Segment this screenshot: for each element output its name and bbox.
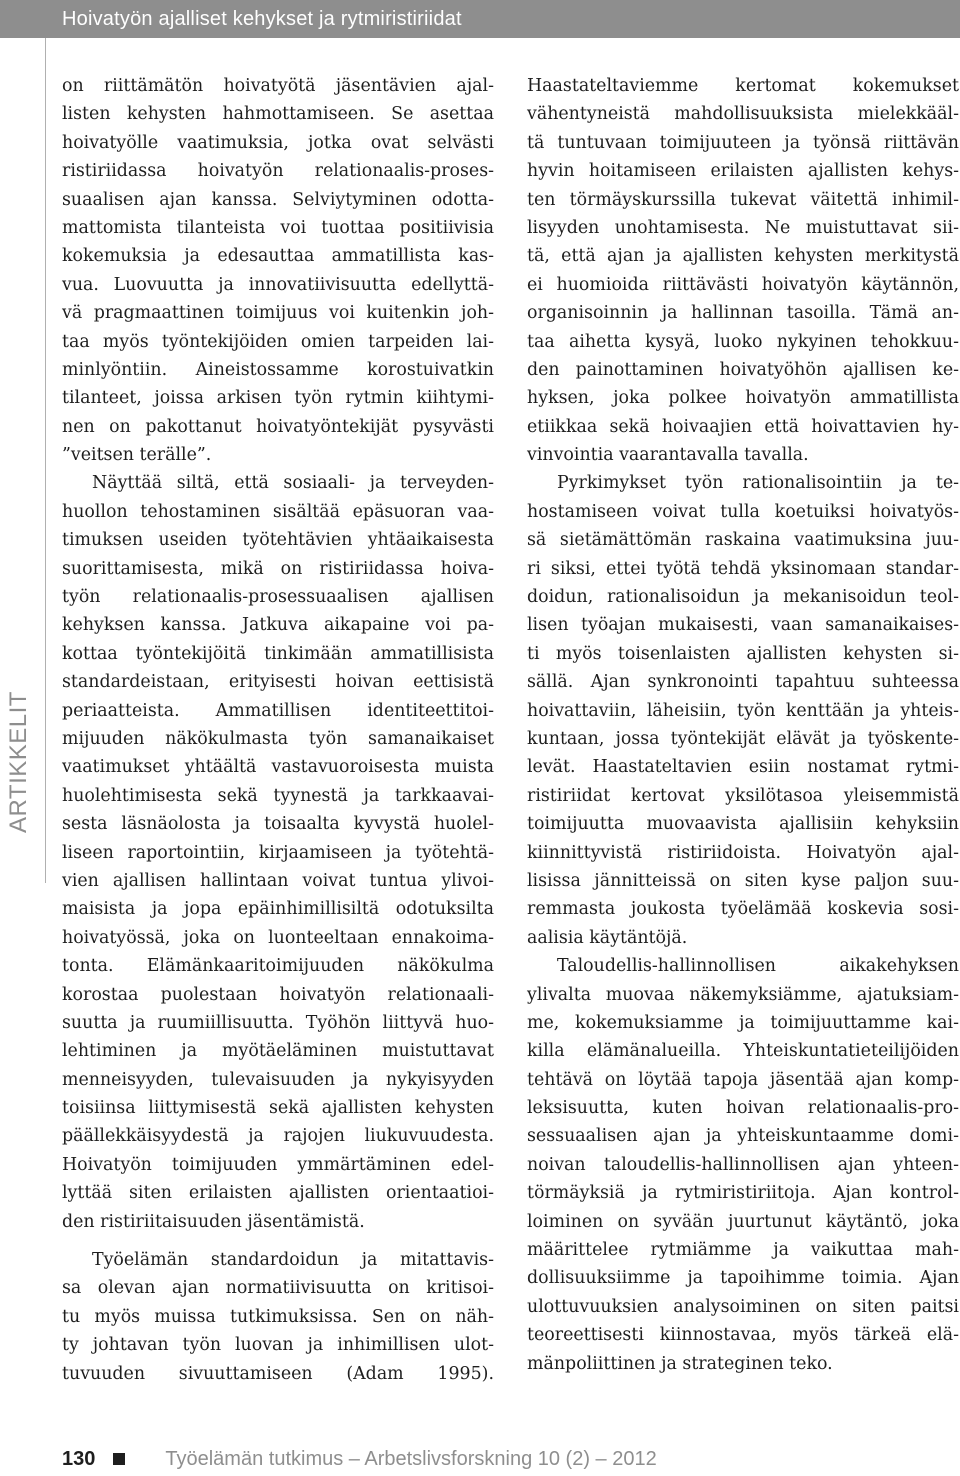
text-line: kiinnittyvistä ristiriidoista. Hoivatyön ajal- <box>527 842 959 863</box>
text-line: kottaa työntekijöitä tinkimään ammatillisista <box>62 643 494 664</box>
text-line: hyksen, joka polkee hoivatyön ammatillista <box>527 388 959 409</box>
text-line: sä sietämättömän raskaina vaatimuksina juu- <box>527 530 959 551</box>
text-line: päällekkäisyydestä ja rajojen liukuvuudesta. <box>62 1126 494 1147</box>
section-label <box>2 642 36 882</box>
text-line: standardeistaan, erityisesti hoivan eettisistä <box>62 672 494 693</box>
text-line: ten törmäyskurssilla tukevat väitettä inhimil- <box>527 189 959 210</box>
text-line: törmäyksiä ja rytmiristiriitoja. Ajan kontrol- <box>527 1183 959 1204</box>
text-line: Taloudellis-hallinnollisen aikakehyksen <box>557 956 959 977</box>
text-line: menneisyyden, tulevaisuuden ja nykyisyyden <box>62 1069 494 1090</box>
text-line: sällä. Ajan synkronointi tapahtuu suhteessa <box>527 672 959 693</box>
side-rule <box>45 38 46 883</box>
text-line: den ristiriitaisuuden jäsentämistä. <box>62 1211 365 1232</box>
text-line: mattomista tilanteista voi tuottaa positiivisia <box>62 217 494 238</box>
text-line: määrittelee rytmiämme ja vaikuttaa mah- <box>527 1240 959 1261</box>
text-line: toimijuutta muovaavista ajallisiin kehyksiin <box>527 814 959 835</box>
text-line: me, kokemuksiamme ja toimijuuttamme kai- <box>527 1012 959 1033</box>
text-line: ristiriidassa hoivatyön relationaalis-proses- <box>62 161 494 182</box>
text-line: minlyöntiin. Aineistossamme korostuivatkin <box>62 359 494 380</box>
text-line: vien ajallisen hallintaan voivat tuntua ylivoi- <box>62 870 494 891</box>
header-bar <box>0 0 960 38</box>
text-line: suutta ja ruumiillisuutta. Työhön liittyvä huo- <box>62 1012 494 1033</box>
text-line: tilanteet, joissa arkisen työn rytmin kiihtymi- <box>62 388 494 409</box>
text-line: etiikkaa sekä hoivaajien että hoivattavien hy- <box>527 416 959 437</box>
text-line: dollisuuksiimme ja tapoihimme toimia. Ajan <box>527 1268 959 1289</box>
text-line: taa aihetta kysyä, luoko nykyinen tehokkuu- <box>527 331 959 352</box>
text-line: loiminen on syvään juurtunut käytäntö, joka <box>527 1211 959 1232</box>
text-line: lisissa jännitteissä on siten kyse paljon suu- <box>527 870 959 891</box>
page-number: 130 <box>62 1448 96 1470</box>
running-title: Hoivatyön ajalliset kehykset ja rytmiristiriidat <box>62 8 462 30</box>
text-line: hostamiseen voivat tulla koetuiksi hoivatyös- <box>527 501 959 522</box>
right-column <box>527 72 959 1378</box>
text-line: lyttää siten erilaisten ajallisten orientaatioi- <box>62 1183 494 1204</box>
section-label-text: ARTIKKELIT <box>5 691 32 833</box>
text-line: listen kehysten hahmottamiseen. Se asettaa <box>62 104 494 125</box>
text-line: levät. Haastateltavien esiin nostamat rytmi- <box>527 757 959 778</box>
text-line: vinvointia vaarantavalla tavalla. <box>527 445 809 466</box>
text-line: teoreettisesti kiinnostavaa, myös tärkeä elä- <box>527 1325 959 1346</box>
text-line: tonta. Elämänkaaritoimijuuden näkökulma <box>62 956 494 977</box>
text-line: hyvin hoitamiseen erilaisten ajallisten kehys- <box>527 161 959 182</box>
text-line: mijuuden näkökulmasta työn samanaikaiset <box>62 728 494 749</box>
text-line: Pyrkimykset työn rationalisointiin ja te- <box>557 473 959 494</box>
text-line: lehtiminen ja myötäeläminen muistuttavat <box>62 1041 494 1062</box>
paragraph-gap <box>62 1236 494 1246</box>
text-line: ei huomioida riittävästi hoivatyön käytännön, <box>527 274 959 295</box>
text-line: ”veitsen terälle”. <box>62 445 212 466</box>
text-line: Näyttää siltä, että sosiaali- ja terveyden- <box>92 473 494 494</box>
text-line: huolehtimisesta sekä tyynestä ja tarkkaavai- <box>62 785 494 806</box>
text-line: den painottaminen hoivatyöhön ajallisen ke- <box>527 359 959 380</box>
text-line: ti myös toisenlaisten ajallisten kehysten si- <box>527 643 959 664</box>
text-line: tu myös muissa tutkimuksissa. Sen on näh- <box>62 1306 494 1327</box>
text-line: ylivalta muovaa näkemyksiämme, ajatuksiam- <box>527 984 959 1005</box>
text-line: työn relationaalis-prosessuaalisen ajallisen <box>62 587 494 608</box>
text-line: on riittämätön hoivatyötä jäsentävien ajal- <box>62 76 494 96</box>
text-line: nen on pakottanut hoivatyöntekijät pysyvästi <box>62 416 494 437</box>
text-line: sessuaalisen ajan ja yhteiskuntaamme domi- <box>527 1126 959 1147</box>
text-line: kokemuksia ja edesauttaa ammatillista kas- <box>62 246 494 267</box>
text-line: remmasta joukosta työelämää koskevia sosi- <box>527 899 959 920</box>
text-line: vaatimukset yhtäältä vastavuoroisesta muista <box>62 757 494 778</box>
text-line: hoivatyössä, joka on luonteeltaan ennakoima- <box>62 927 494 948</box>
text-line: vä pragmaattinen toimijuus voi kuitenkin joh- <box>62 303 494 324</box>
text-line: timuksen useiden työtehtävien yhtäaikaisesta <box>62 530 494 551</box>
text-line: tä tuntuvaan toimijuuteen ja työnsä riittävän <box>527 132 959 153</box>
left-column <box>62 72 494 1388</box>
footer-square-icon <box>113 1453 125 1465</box>
text-line: organisoinnin ja hallinnan tasoilla. Tämä an- <box>527 303 959 324</box>
text-line: maisista ja jopa epäinhimillisiltä odotuksilta <box>62 899 494 920</box>
page-footer <box>62 1442 657 1476</box>
text-line: kehyksen kanssa. Jatkuva aikapaine voi pa- <box>62 615 494 636</box>
text-line: tuvuuden sivuuttamiseen (Adam 1995). <box>62 1363 494 1384</box>
text-line: liseen raportointiin, kirjaamiseen ja työtehtä- <box>62 842 494 863</box>
text-line: lisyyden unohtamisesta. Ne muistuttavat sii- <box>527 217 959 238</box>
text-line: taa myös työntekijöiden omien tarpeiden lai- <box>62 331 494 352</box>
text-line: suaalisen ajan kanssa. Selviytyminen odotta- <box>62 189 494 210</box>
text-line: noivan taloudellis-hallinnollisen ajan yhteen- <box>527 1154 959 1175</box>
text-line: ulottuvuuksien analysoiminen on siten paitsi <box>527 1296 959 1317</box>
text-line: aalisia käytäntöjä. <box>527 927 688 948</box>
text-line: kuntaan, jossa työntekijät elävät ja työskente- <box>527 728 959 749</box>
journal-name: Työelämän tutkimus – Arbetslivsforskning 10 (2) – 2012 <box>165 1448 657 1470</box>
text-line: Haastateltaviemme kertomat kokemukset <box>527 76 959 96</box>
text-line: hoivattaviin, läheisiin, työn kenttään ja yhteis- <box>527 700 959 721</box>
text-line: sa olevan ajan normatiivisuutta on kritisoi- <box>62 1278 494 1299</box>
text-line: mänpoliittinen ja strateginen teko. <box>527 1353 833 1374</box>
text-line: sesta läsnäolosta ja toisaalta kyvystä huolel- <box>62 814 494 835</box>
text-line: tehtävä on löytää tapoja jäsentää ajan komp- <box>527 1069 959 1090</box>
text-line: lisen työajan mukaisesti, vaan samanaikaises- <box>527 615 959 636</box>
text-line: huollon tehostaminen sisältää epäsuoran vaa- <box>62 501 494 522</box>
text-line: doidun, rationalisoidun ja mekanisoidun teol- <box>527 587 959 608</box>
text-line: ristiriidat kertovat yksilötasoa yleisemmistä <box>527 785 959 806</box>
text-line: Hoivatyön toimijuuden ymmärtäminen edel- <box>62 1154 494 1175</box>
text-line: ty johtavan työn luovan ja inhimillisen ulot- <box>62 1335 494 1356</box>
text-line: Työelämän standardoidun ja mitattavis- <box>92 1250 494 1271</box>
text-line: tä, että ajan ja ajallisten kehysten merkitystä <box>527 246 959 267</box>
text-line: hoivatyölle vaatimuksia, jotka ovat selvästi <box>62 132 494 153</box>
text-line: leksisuutta, kuten hoivan relationaalis-pro- <box>527 1098 959 1119</box>
text-line: vua. Luovuutta ja innovatiivisuutta edellyttä- <box>62 274 494 295</box>
text-line: periaatteista. Ammatillisen identiteettitoi- <box>62 700 494 721</box>
text-line: ri siksi, ettei työtä tehdä yksinomaan standar- <box>527 558 959 579</box>
text-line: suorittamisesta, mikä on ristiriidassa hoiva- <box>62 558 494 579</box>
text-line: killa elämänalueilla. Yhteiskuntatieteilijöiden <box>527 1041 959 1062</box>
text-line: toisiinsa liittymisestä sekä ajallisten kehysten <box>62 1098 494 1119</box>
text-line: korostaa puolestaan hoivatyön relationaali- <box>62 984 494 1005</box>
text-line: vähentyneistä mahdollisuuksista mielekkääl- <box>527 104 959 125</box>
